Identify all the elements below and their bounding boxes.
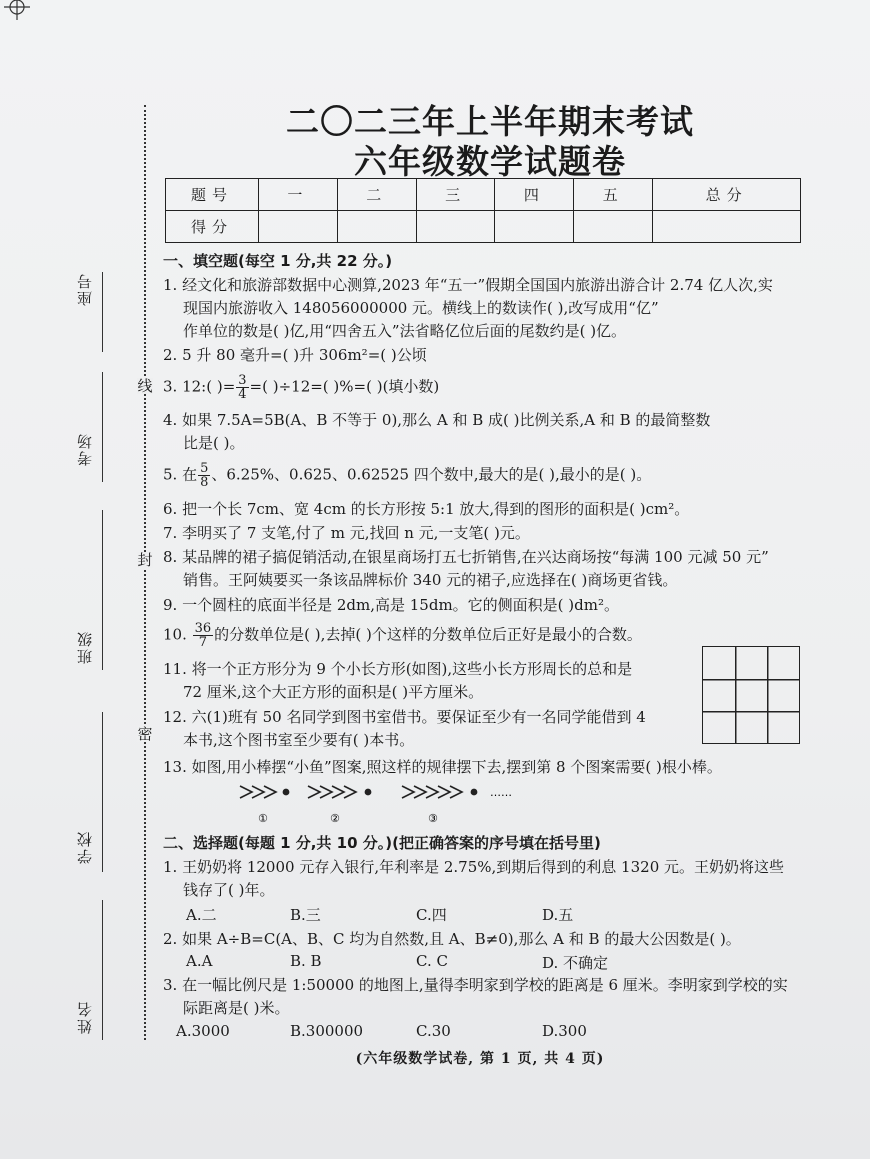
question-1-4 [163,409,803,455]
option-c[interactable]: C.30 [416,1022,451,1040]
question-text: 的分数单位是( ),去掉( )个这样的分数单位后正好是最小的合数。 [214,625,642,644]
question-1-6: 6. 把一个长 7cm、宽 4cm 的长方形按 5:1 放大,得到的图形的面积是( )cm²。 [163,500,690,518]
question-1-1 [163,274,803,343]
score-cell-input[interactable] [653,211,801,243]
fraction [236,374,248,401]
question-text: 5. 在 [163,465,198,484]
question-text: =( )÷12=( )%=( )(填小数) [249,377,440,396]
question-line: 12. 六(1)班有 50 名同学到图书室借书。要保证至少有一名同学能借到 4 [163,708,646,726]
score-cell-header: 二 [337,179,416,211]
fish-ellipsis: …… [490,786,512,799]
fish-label-1: ① [258,812,268,825]
question-line: 11. 将一个正方形分为 9 个小长方形(如图),这些小长方形周长的总和是 [163,660,633,678]
question-line: 销售。王阿姨要买一条该品牌标价 340 元的裙子,应选择在( )商场更省钱。 [183,571,678,589]
question-2-2: 2. 如果 A÷B=C(A、B、C 均为自然数,且 A、B≠0),那么 A 和 B 的最大公因数是( )。 [163,930,741,948]
section2-heading: 二、选择题(每题 1 分,共 10 分。)(把正确答案的序号填在括号里) [163,834,601,852]
fish-1 [240,786,289,798]
question-text: 10. [163,625,192,644]
option-b[interactable]: B.300000 [290,1022,364,1040]
fish-3 [402,786,477,798]
score-cell-header: 三 [416,179,495,211]
question-1-3 [163,374,803,401]
field-exam-room-line [102,372,103,482]
fish-label-3: ③ [428,812,438,825]
score-cell-label: 得分 [166,211,259,243]
question-text: 3. 12:( )= [163,377,236,396]
question-line: 比是( )。 [183,434,245,452]
question-1-5 [163,462,803,489]
score-cell-input[interactable] [495,211,574,243]
fraction [193,622,214,649]
field-class-line [102,510,103,670]
field-school[interactable] [70,712,130,872]
field-school-label: 学校 [76,830,94,864]
fraction-denominator: 8 [200,475,209,490]
fraction-numerator: 5 [200,461,209,476]
field-name[interactable] [70,900,130,1040]
option-b[interactable]: B. B [290,952,322,970]
field-seat-number-label: 座号 [76,272,94,306]
question-line: 4. 如果 7.5A=5B(A、B 不等于 0),那么 A 和 B 成( )比例关系,A 和 B 的最简整数 [163,411,711,429]
seal-char-seal: 封 [137,551,153,569]
option-a[interactable]: A.二 [186,906,217,924]
option-c[interactable]: C. C [416,952,448,970]
fraction-denominator: 4 [238,387,247,402]
score-table-score-row [166,211,801,243]
field-school-line [102,712,103,872]
binding-dotted-line [144,105,146,1040]
question-line: 8. 某品牌的裙子搞促销活动,在银星商场打五七折销售,在兴达商场按“每满 100 元减 50 元” [163,548,769,566]
fraction-numerator: 3 [238,373,247,388]
fish-pattern-figure [236,780,556,830]
question-1-8 [163,546,803,592]
question-line: 作单位的数是( )亿,用“四舍五入”法省略亿位后面的尾数约是( )亿。 [183,322,627,340]
exam-title: 二〇二三年上半年期末考试 [286,102,694,141]
question-line: 1. 王奶奶将 12000 元存入银行,年利率是 2.75%,到期后得到的利息 1320 元。王奶奶将这些 [163,858,785,876]
question-1-12 [163,706,803,752]
question-text: 、6.25%、0.625、0.62525 四个数中,最大的是( ),最小的是( )。 [211,465,652,484]
question-line: 现国内旅游收入 148056000000 元。横线上的数读作( ),改写成用“亿” [183,299,659,317]
question-line: 3. 在一幅比例尺是 1:50000 的地图上,量得李明家到学校的距离是 6 厘米。李明家到学校的实 [163,976,788,994]
fraction-denominator: 7 [198,635,208,650]
question-1-10 [163,622,803,649]
section1-heading: 一、填空题(每空 1 分,共 22 分。) [163,252,393,270]
option-d[interactable]: D.五 [542,906,574,924]
field-seat-number[interactable] [70,272,130,352]
score-table [165,178,801,243]
page-footer: (六年级数学试卷, 第 1 页, 共 4 页) [355,1051,605,1067]
score-table-header-row [166,179,801,211]
fraction-numerator: 36 [194,621,212,636]
fraction [198,462,210,489]
seal-char-line: 线 [137,377,153,395]
field-seat-number-line [102,272,103,352]
registration-mark-icon [4,0,30,20]
option-a[interactable]: A.3000 [176,1022,230,1040]
question-2-3 [163,974,803,1020]
field-class-label: 班级 [76,630,94,664]
question-1-7: 7. 李明买了 7 支笔,付了 m 元,找回 n 元,一支笔( )元。 [163,524,530,542]
question-line: 本书,这个图书室至少要有( )本书。 [183,731,415,749]
score-cell-header: 四 [495,179,574,211]
score-cell-input[interactable] [259,211,338,243]
score-cell-input[interactable] [574,211,653,243]
field-exam-room-label: 考场 [76,432,94,466]
option-b[interactable]: B.三 [290,906,321,924]
question-2-1 [163,856,803,902]
score-cell-header: 一 [259,179,338,211]
score-cell-header: 总分 [653,179,801,211]
question-line: 际距离是( )米。 [183,999,290,1017]
question-line: 72 厘米,这个大正方形的面积是( )平方厘米。 [183,683,484,701]
fish-2 [308,786,371,798]
question-line: 钱存了( )年。 [183,881,275,899]
score-cell-input[interactable] [337,211,416,243]
option-d[interactable]: D. 不确定 [542,954,609,972]
question-1-13: 13. 如图,用小棒摆“小鱼”图案,照这样的规律摆下去,摆到第 8 个图案需要( )根小棒。 [163,758,722,776]
field-class[interactable] [70,510,130,670]
question-1-9: 9. 一个圆柱的底面半径是 2dm,高是 15dm。它的侧面积是( )dm²。 [163,596,619,614]
score-cell-header: 五 [574,179,653,211]
question-1-2: 2. 5 升 80 毫升=( )升 306m²=( )公顷 [163,346,427,364]
field-name-line [102,900,103,1040]
field-name-label: 姓名 [76,1000,94,1034]
exam-subtitle: 六年级数学试题卷 [354,142,626,181]
option-d[interactable]: D.300 [542,1022,587,1040]
question-line: 1. 经文化和旅游部数据中心测算,2023 年“五一”假期全国国内旅游出游合计 2.74 亿人次,实 [163,276,773,294]
score-cell-label: 题号 [166,179,259,211]
option-c[interactable]: C.四 [416,906,447,924]
field-exam-room[interactable] [70,372,130,482]
fish-label-2: ② [330,812,340,825]
score-cell-input[interactable] [416,211,495,243]
option-a[interactable]: A.A [186,952,213,970]
seal-char-secret: 密 [137,725,153,743]
